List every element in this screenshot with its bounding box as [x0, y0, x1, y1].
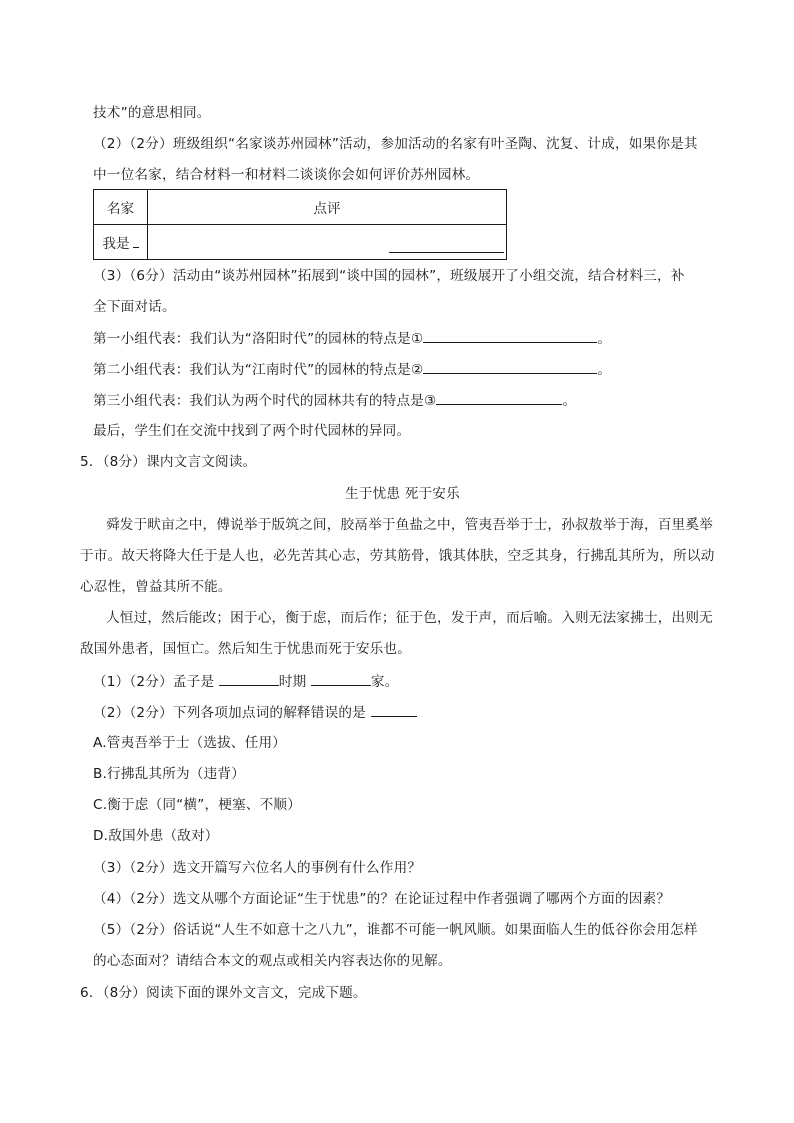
passage-line: 舜发于畎亩之中，傅说举于版筑之间，胶鬲举于鱼盐之中，管夷吾举于士，孙叔敖举于海，百里奚举	[106, 517, 713, 533]
passage-title: 生于忧患 死于安乐	[345, 486, 460, 502]
table-row	[94, 225, 507, 260]
text-line: 全下面对话。	[93, 299, 176, 315]
text-line: 中一位名家，结合材料一和材料二谈谈你会如何评价苏州园林。	[93, 167, 480, 183]
text-line: 技术”的意思相同。	[93, 105, 211, 121]
dialogue-line-2	[93, 359, 611, 380]
option-b: B.行拂乱其所为（违背）	[93, 766, 245, 782]
answer-underline	[389, 252, 504, 253]
question-text: 家。	[370, 674, 399, 690]
dialogue-text: 第一小组代表：我们认为“洛阳时代”的园林的特点是①	[93, 331, 424, 347]
passage-line: 心忍性，曾益其所不能。	[80, 579, 232, 595]
question-text: （2）（2分）下列各项加点词的解释错误的是	[93, 705, 366, 721]
text-line: 最后，学生们在交流中找到了两个时代园林的异同。	[93, 423, 411, 439]
question-5-5: （5）（2分）俗话说“人生不如意十之八九”，谁都不可能一帆风顺。如果面临人生的低谷你会用怎样	[93, 922, 698, 938]
option-c: C.衡于虑（同“横”，梗塞、不顺）	[93, 797, 302, 813]
passage-line: 于市。故天将降大任于是人也，必先苦其心志，劳其筋骨，饿其体肤，空乏其身，行拂乱其所为，所以动	[80, 548, 715, 564]
dialogue-line-1	[93, 328, 611, 349]
passage-line: 敌国外患者，国恒亡。然后知生于忧患而死于安乐也。	[80, 641, 412, 657]
table-header-cell: 名家	[94, 190, 148, 225]
table-cell	[94, 225, 148, 260]
dialogue-line-3	[93, 390, 576, 411]
answer-blank-3[interactable]	[436, 390, 562, 405]
option-a: A.管夷吾举于士（选拔、任用）	[93, 735, 287, 751]
question-6-heading: 6．（8分）阅读下面的课外文言文，完成下题。	[80, 985, 367, 1001]
answer-blank-1[interactable]	[423, 328, 597, 343]
question-4-2: （2）（2分）班级组织“名家谈苏州园林”活动，参加活动的名家有叶圣陶、沈复、计成，如果你是其	[93, 136, 698, 152]
question-4-3: （3）（6分）活动由“谈苏州园林”拓展到“谈中国的园林”，班级展开了小组交流，结合材料三，补	[93, 268, 685, 284]
answer-blank-era[interactable]	[219, 671, 279, 686]
table-row	[94, 190, 507, 225]
option-d: D.敌国外患（敌对）	[93, 828, 219, 844]
period: 。	[597, 362, 612, 378]
period: 。	[562, 393, 577, 409]
passage-line: 人恒过，然后能改；困于心，衡于虑，而后作；征于色，发于声，而后喻。入则无法家拂士，出则无	[106, 610, 713, 626]
table-header-cell: 点评	[148, 190, 507, 225]
question-5-2	[93, 702, 417, 723]
comment-table	[93, 189, 507, 260]
dialogue-text: 第二小组代表：我们认为“江南时代”的园林的特点是②	[93, 362, 424, 378]
name-blank[interactable]	[133, 235, 139, 248]
name-label: 我是	[102, 236, 130, 252]
question-text: 时期	[278, 674, 307, 690]
answer-blank-choice[interactable]	[371, 702, 417, 717]
text-line: 的心态面对？请结合本文的观点或相关内容表达你的见解。	[93, 953, 452, 969]
period: 。	[597, 331, 612, 347]
question-5-heading: 5．（8分）课内文言文阅读。	[80, 454, 257, 470]
answer-blank-2[interactable]	[423, 359, 597, 374]
dialogue-text: 第三小组代表：我们认为两个时代的园林共有的特点是③	[93, 393, 437, 409]
comment-answer-cell[interactable]	[148, 225, 507, 260]
answer-blank-school[interactable]	[311, 671, 371, 686]
question-5-4: （4）（2分）选文从哪个方面论证“生于忧患”的？在论证过程中作者强调了哪两个方面的因素？	[93, 891, 671, 907]
question-text: （1）（2分）孟子是	[93, 674, 215, 690]
question-5-3: （3）（2分）选文开篇写六位名人的事例有什么作用？	[93, 860, 422, 876]
question-5-1	[93, 671, 399, 692]
